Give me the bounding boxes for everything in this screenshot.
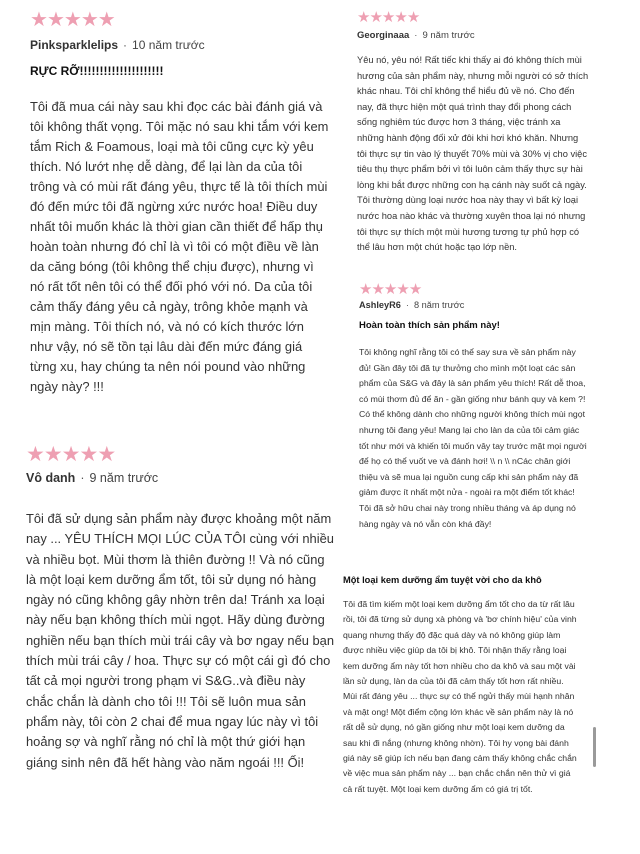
star-icon: ★ [26, 443, 44, 466]
scrollbar-thumb[interactable] [593, 727, 596, 767]
review-author: Vô danh [26, 471, 76, 485]
review-headline: Một loại kem dưỡng ẩm tuyệt vời cho da khô [343, 575, 542, 585]
star-icon: ★ [61, 443, 80, 466]
star-icon: ★ [408, 281, 422, 298]
star-rating [359, 282, 587, 297]
star-icon: ★ [97, 9, 115, 31]
review-headline: RỰC RỠ!!!!!!!!!!!!!!!!!!!!! [30, 64, 164, 78]
star-rating [357, 10, 589, 25]
separator-dot: · [123, 38, 128, 52]
star-rating [26, 444, 336, 465]
review-meta [359, 300, 587, 310]
review-headline: Hoàn toàn thích sản phẩm này! [359, 320, 500, 331]
star-icon: ★ [381, 9, 395, 26]
star-icon: ★ [394, 9, 407, 26]
star-icon: ★ [97, 443, 116, 466]
star-icon: ★ [46, 9, 64, 31]
star-icon: ★ [406, 9, 420, 26]
separator-dot: · [414, 30, 418, 41]
review-body: Tôi đã tìm kiếm một loại kem dưỡng ẩm tốt cho da từ rất lâu rồi, tôi đã từng sử dụng xà phòng và 'bơ chính hiệu' của vinh quang nhưng thấy độ đặc quá dày và nó không giúp làm được nhiều việc giúp da tôi bị khô. Tôi nhận thấy rằng loại kem dưỡng ẩm này tốt hơn nhiều cho da khô và sau một vài lần sử dụng, làn da của tôi đã cảm thấy tốt hơn rất nhiều. Mùi rất đáng yêu ... thực sự có thể ngửi thấy mùi hạnh nhân và mật ong! Một điểm cộng lớn khác về sản phẩm này là nó rất dễ sử dụng, nó gần giống như một loại kem dưỡng da sau khi đi nắng (nhưng không nhờn). Tôi hy vọng bài đánh giá này sẽ giúp ích nếu bạn đang cảm thấy không chắc chắn về việc mua sản phẩm này ... bạn chắc chắn nên thử vì giá cả rất tuyệt. Một loại kem dưỡng ẩm có giá trị tốt. [343, 599, 577, 794]
review-card [26, 444, 336, 773]
review-author: Georginaaa [357, 30, 410, 41]
review-date: 9 năm trước [89, 471, 159, 485]
star-icon: ★ [43, 443, 62, 466]
review-body: Tôi không nghĩ rằng tôi có thể say sưa về sản phẩm này đủ! Gần đây tôi đã tự thưởng cho mình một loạt các sản phẩm của S&G và đây là sản phẩm yêu thích! Rất dễ thoa, có mùi thơm đủ để ăn - gần giống như bánh quy và kem ?! Có thể không dành cho những người không thích mùi ngọt nhưng tôi đang yêu! Mang lại cho làn da của tôi cảm giác tốt như mới và khiến tôi muốn vây tay trước mặt mọi người để họ có thể vuốt ve và đánh hơi! \\ n \\ nCác chân giới thiệu và sẽ mua lại nguồn cung cấp khi sản phẩm này đã giảm được ít nhất một nửa - ngoài ra một điểm tốt khác! Tôi đã sở hữu chai này trong nhiều tháng và áp dụng nó hàng ngày và nó vẫn còn khá đầy! [359, 347, 587, 529]
review-meta [30, 38, 330, 52]
star-icon: ★ [63, 9, 81, 31]
separator-dot: · [80, 471, 85, 485]
star-icon: ★ [369, 9, 382, 26]
star-icon: ★ [80, 9, 98, 31]
review-meta [26, 471, 336, 485]
star-icon: ★ [30, 9, 47, 31]
star-icon: ★ [79, 443, 98, 466]
review-body: Tôi đã sử dụng sản phẩm này được khoảng một năm nay ... YÊU THÍCH MỌI LÚC CỦA TÔI cùng với nhiều và nhiều bọt. Mùi thơm là thiên đường !! Và nó cũng là một loại kem dưỡng ẩm tốt, tôi sử dụng nó hàng ngày nó cũng không gây nhờn trên da! Tránh xa loại này nếu bạn không thích mùi ngọt. Hãy dùng đường nghiền nếu bạn thích mùi trái cây và bơ ngay nếu bạn thích mùi trái cây / hoa. Thực sự có một cái gì đó cho tất cả mọi người trong phạm vi S&G..và điều này chắc chắn là dành cho tôi !!! Tôi sẽ luôn mua sản phẩm này, tôi còn 2 chai để mua ngay lúc này vì tôi hoảng sợ và nghĩ rằng nó chỉ là một thứ giới hạn giáng sinh nên đã hết hàng vào năm ngoái !!! Ối! [26, 511, 335, 770]
review-body: Tôi đã mua cái này sau khi đọc các bài đánh giá và tôi không thất vọng. Tôi mặc nó sau khi tắm với kem tắm Rich & Foamous, loại mà tôi cũng cực kỳ yêu thích. Nó lướt nhẹ dễ dàng, để lại làn da của tôi trông và có mùi rất đáng yêu, thực tế là tôi thích mùi đó đến mức tôi đã ngừng xức nước hoa! Điều duy nhất tôi muốn khác là thời gian cần thiết để hấp thụ hoàn toàn nhưng đó chỉ là vì tôi có một điều về làn da căng bóng (tôi không thể chịu được), nhưng vì nó rất tốt nên tôi có thể đối phó với nó. Da của tôi cảm thấy đáng yêu cả ngày, trông khỏe mạnh và mịn màng. Tôi thích nó, và nó có kích thước lớn như vậy, nó sẽ tồn tại lâu dài đến mức đáng giá từng xu, hay chúng ta nên nói pound vào những ngày này? !!! [30, 99, 329, 394]
star-icon: ★ [383, 281, 397, 298]
star-icon: ★ [359, 281, 372, 298]
review-body: Yêu nó, yêu nó! Rất tiếc khi thấy ai đó không thích mùi hương của sản phẩm này, nhưng mỗi người có sở thích khác nhau. Tôi chỉ không thể hiểu đủ về nó. Cho đến nay, đã thực hiện một quá trình thay đổi phong cách sống nghiêm túc được hơn 3 tháng, việc tránh xa những hành động đối xử đôi khi hơi khó khăn. Nhưng tôi thực sự tin vào lý thuyết 70% mùi và 30% vị cho việc tiêu thụ thực phẩm bởi vì tôi luôn cảm thấy thực sự hài lòng khi bắt được những con hạ cánh này suốt cả ngày. Tôi thường dùng loại nước hoa này thay vì bất kỳ loại nước hoa nào khác và thường xuyên thoa lại nó nhưng tôi thực sự thích một mùi hương tương tự phủ hợp có thể lâu hơn một chút hoặc tạo lớp nền. [357, 55, 589, 253]
review-card [343, 575, 577, 797]
review-author: Pinksparklelips [30, 38, 119, 52]
review-author: AshleyR6 [359, 300, 401, 310]
star-icon: ★ [357, 9, 370, 26]
star-icon: ★ [396, 281, 409, 298]
review-date: 9 năm trước [422, 30, 475, 41]
star-rating [30, 10, 330, 30]
separator-dot: · [405, 300, 409, 310]
review-date: 10 năm trước [132, 38, 205, 52]
review-date: 8 năm trước [413, 300, 465, 310]
star-icon: ★ [371, 281, 384, 298]
review-meta [357, 30, 589, 41]
review-card [357, 10, 589, 256]
review-card [359, 282, 587, 532]
review-card [30, 10, 330, 397]
